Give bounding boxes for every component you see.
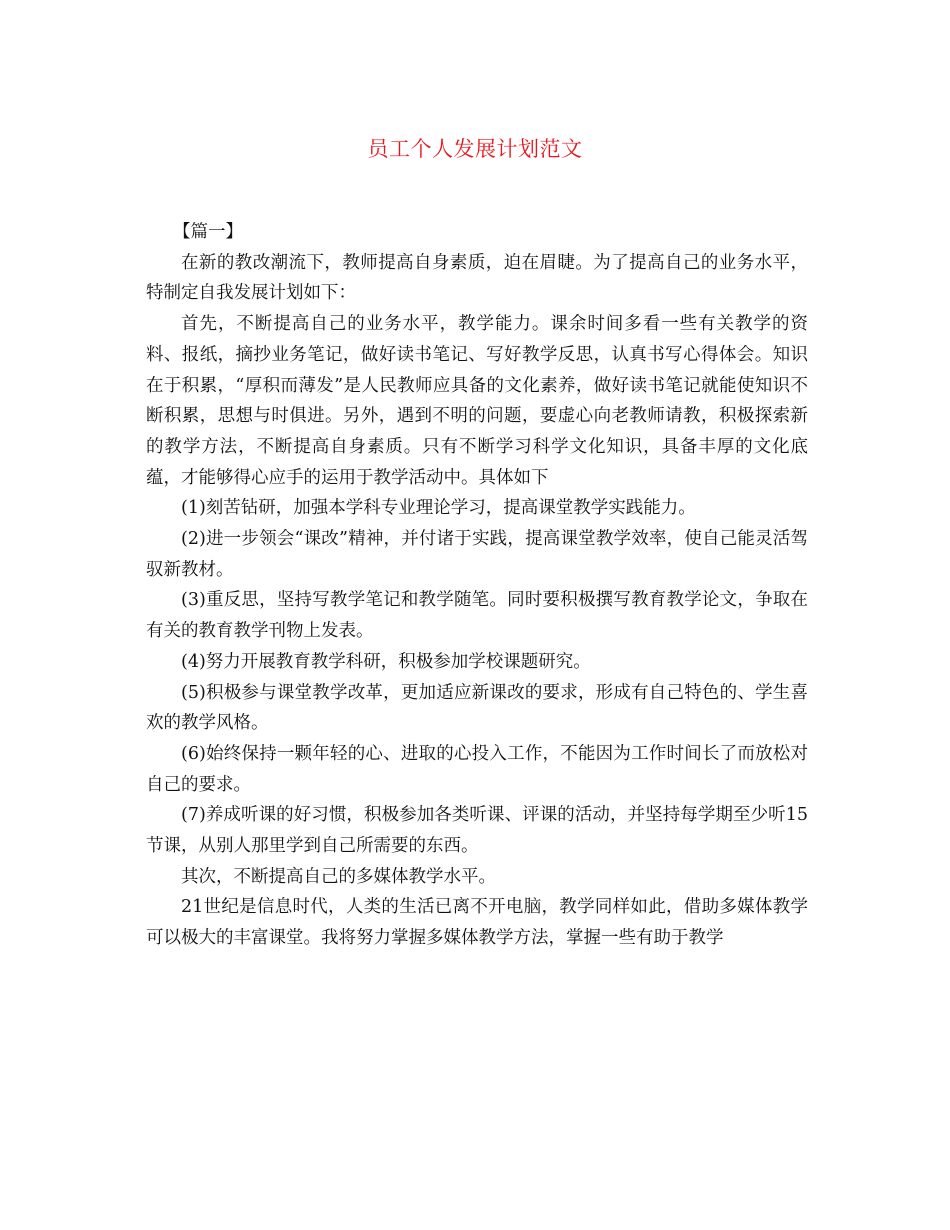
list-item-1: (1)刻苦钻研，加强本学科专业理论学习，提高课堂教学实践能力。	[181, 498, 696, 519]
list-item-5: (5)积极参与课堂教学改革，更加适应新课改的要求，形成有自己特色的、学生喜欢的教学风格。	[146, 682, 808, 734]
paragraph-second-point: 其次，不断提高自己的多媒体教学水平。	[181, 866, 496, 887]
list-item-7: (7)养成听课的好习惯，积极参加各类听课、评课的活动，并坚持每学期至少听15节课，从别人那里学到自己所需要的东西。	[146, 805, 808, 857]
section-label: 【篇一】	[173, 222, 243, 242]
paragraph-multimedia: 21世纪是信息时代，人类的生活已离不开电脑，教学同样如此，借助多媒体教学可以极大的丰富课堂。我将努力掌握多媒体教学方法，掌握一些有助于教学	[146, 897, 808, 949]
document-body	[146, 217, 808, 954]
list-item-2: (2)进一步领会“课改”精神，并付诸于实践，提高课堂教学效率，使自己能灵活驾驭新教材。	[146, 529, 808, 580]
document-title: 员工个人发展计划范文	[367, 137, 583, 161]
list-item-6: (6)始终保持一颗年轻的心、进取的心投入工作，不能因为工作时间长了而放松对自己的要求。	[146, 743, 808, 795]
list-item-3: (3)重反思，坚持写教学笔记和教学随笔。同时要积极撰写教育教学论文，争取在有关的教育教学刊物上发表。	[146, 590, 808, 642]
paragraph-intro: 在新的教改潮流下，教师提高自身素质，迫在眉睫。为了提高自己的业务水平，特制定自我发展计划如下：	[146, 252, 808, 304]
list-item-4: (4)努力开展教育教学科研，积极参加学校课题研究。	[181, 651, 591, 672]
paragraph-first-point: 首先，不断提高自己的业务水平，教学能力。课余时间多看一些有关教学的资料、报纸，摘抄业务笔记，做好读书笔记、写好教学反思，认真书写心得体会。知识在于积累，“厚积而薄发”是人民教师应具备的文化素养，做好读书笔记就能使知识不断积累，思想与时俱进。另外，遇到不明的问题，要虚心向老教师请教，积极探索新的教学方法，不断提高自身素质。只有不断学习科学文化知识，具备丰厚的文化底蕴，才能够得心应手的运用于教学活动中。具体如下	[146, 314, 808, 488]
